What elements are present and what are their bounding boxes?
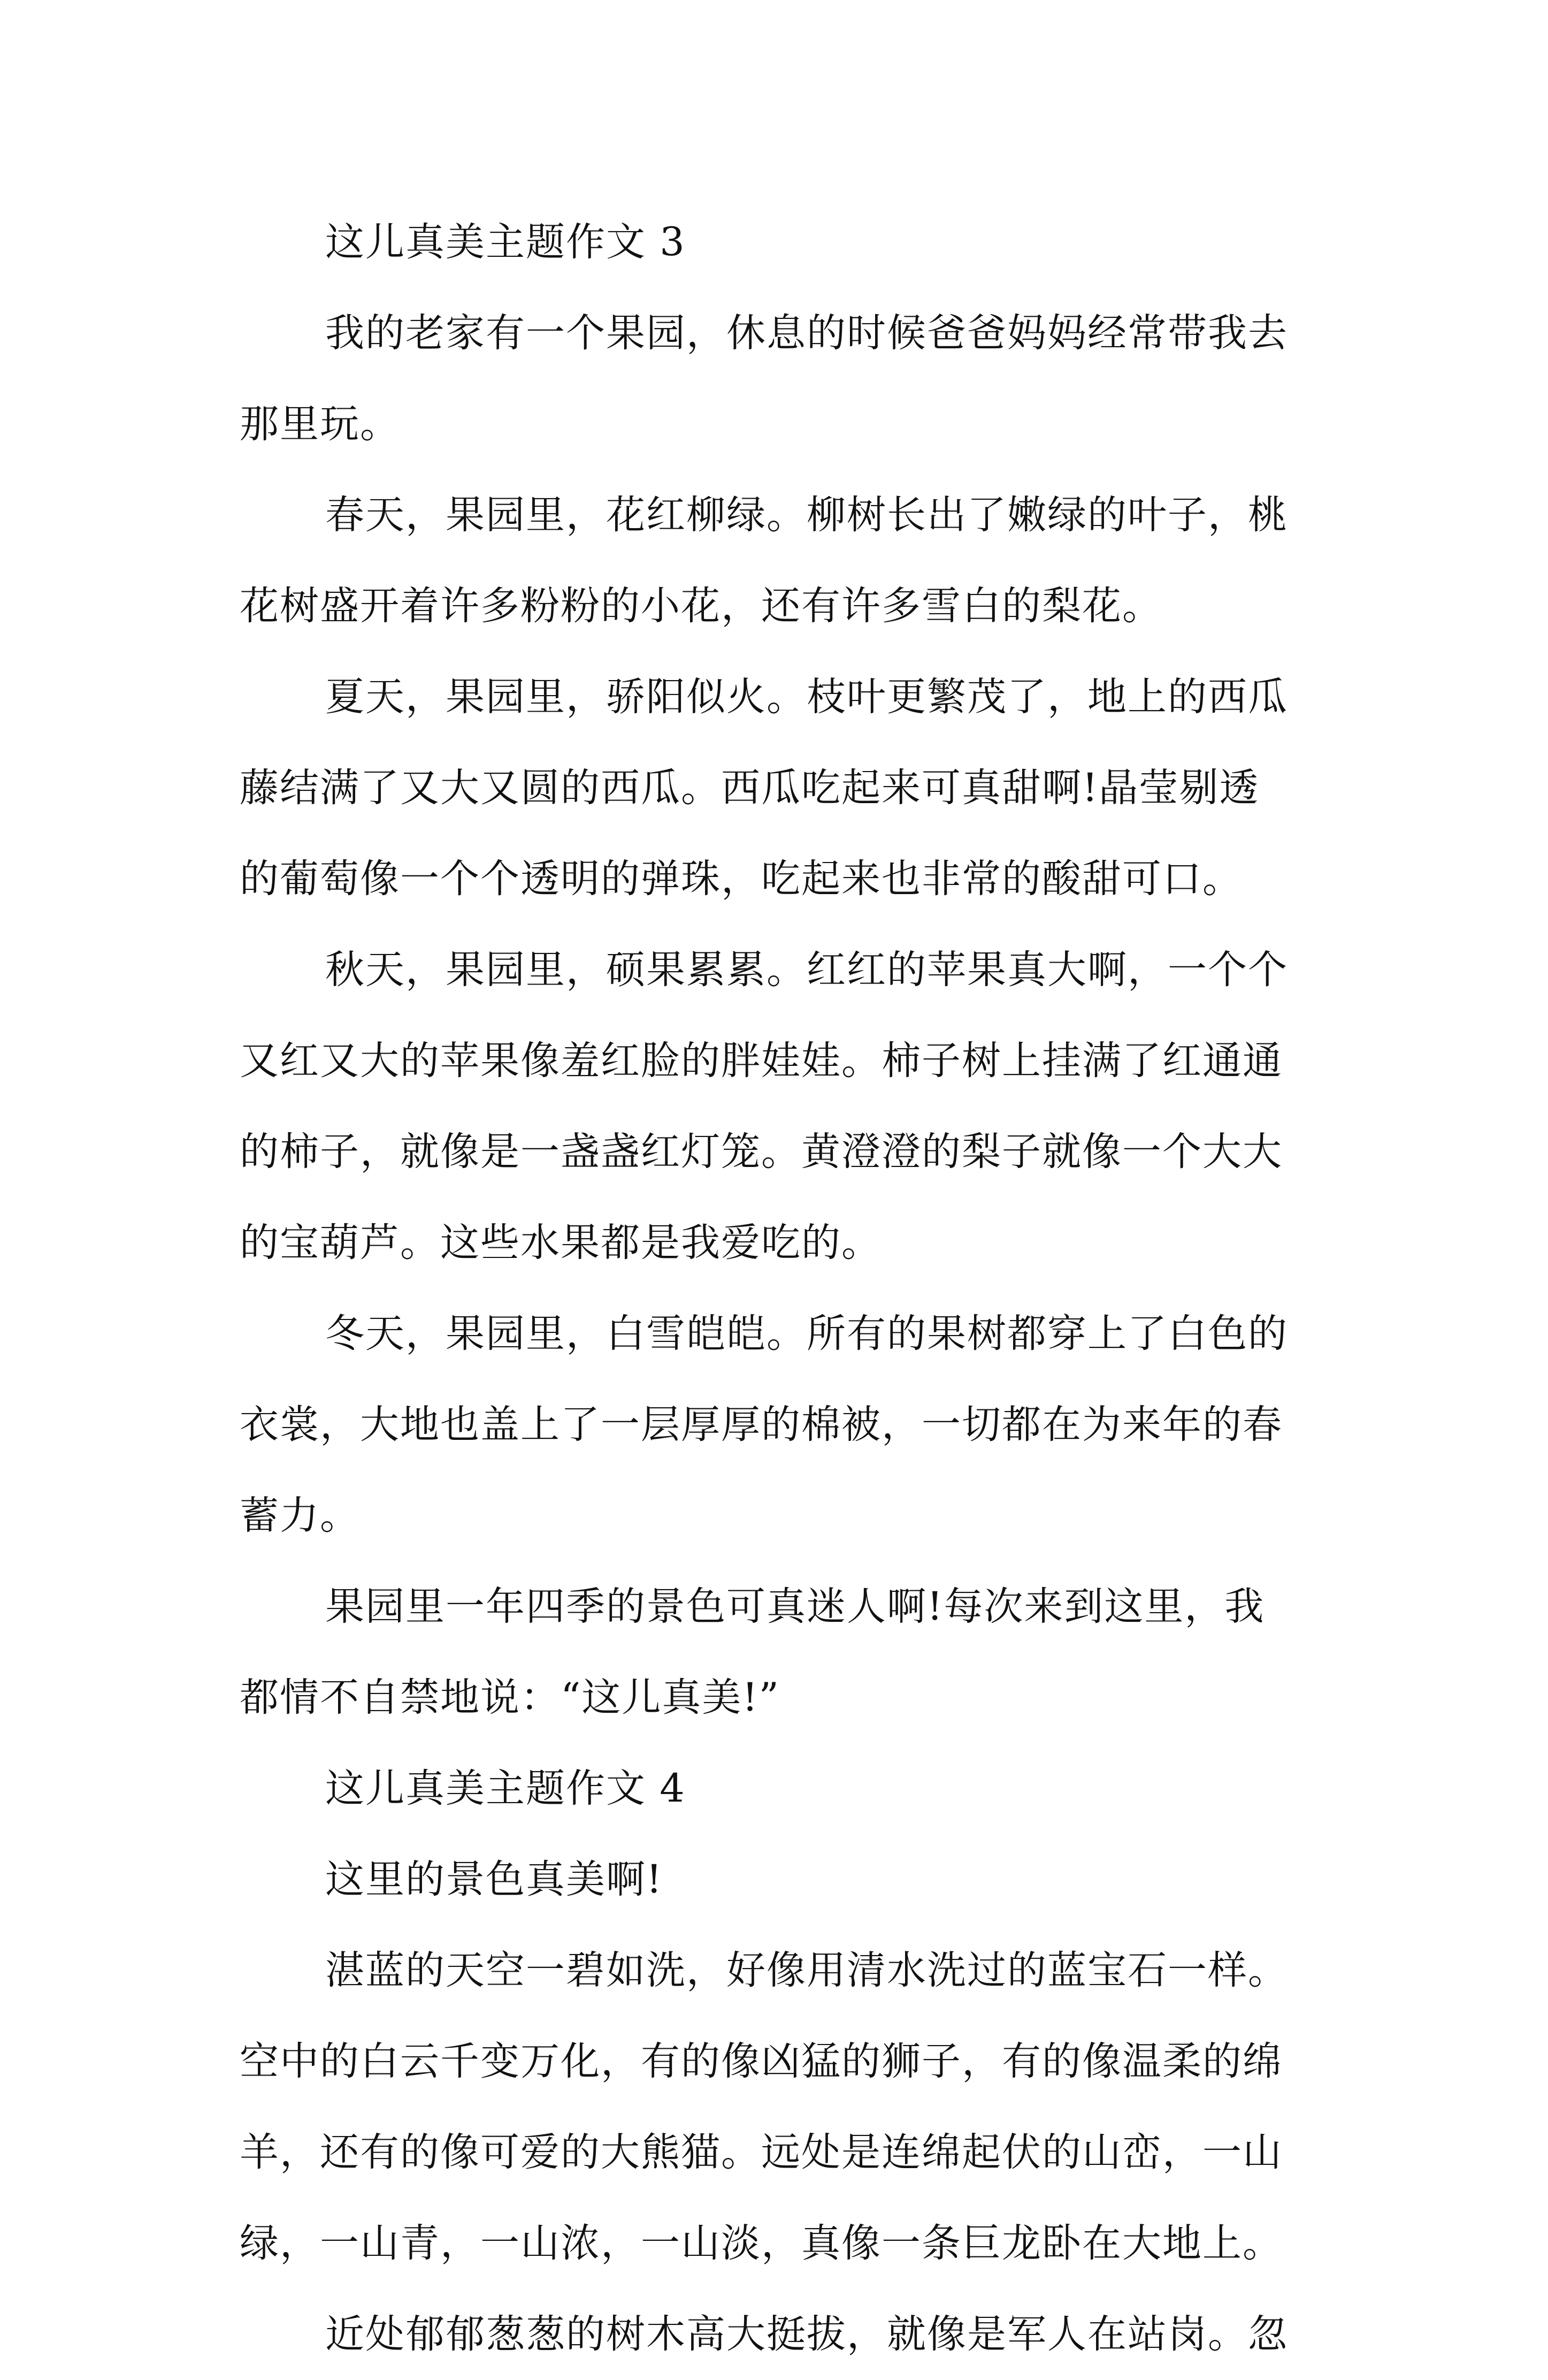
text-line: 这儿真美主题作文 3: [325, 219, 686, 265]
text-line: 都情不自禁地说：“这儿真美!”: [240, 1675, 780, 1720]
text-line: 湛蓝的天空一碧如洗，好像用清水洗过的蓝宝石一样。: [325, 1948, 1288, 1993]
text-line: 近处郁郁葱葱的树木高大挺拔，就像是军人在站岗。忽: [325, 2312, 1288, 2357]
text-line: 冬天，果园里，白雪皑皑。所有的果树都穿上了白色的: [325, 1311, 1288, 1356]
text-line: 秋天，果园里，硕果累累。红红的苹果真大啊，一个个: [325, 947, 1288, 993]
text-line: 果园里一年四季的景色可真迷人啊!每次来到这里，我: [325, 1584, 1265, 1629]
text-line: 羊，还有的像可爱的大熊猫。远处是连绵起伏的山峦，一山: [240, 2130, 1283, 2175]
text-line: 的柿子，就像是一盏盏红灯笼。黄澄澄的梨子就像一个大大: [240, 1129, 1283, 1174]
text-line: 绿，一山青，一山浓，一山淡，真像一条巨龙卧在大地上。: [240, 2221, 1283, 2266]
text-line: 衣裳，大地也盖上了一层厚厚的棉被，一切都在为来年的春: [240, 1402, 1283, 1447]
text-line: 的宝葫芦。这些水果都是我爱吃的。: [240, 1220, 882, 1265]
text-line: 这儿真美主题作文 4: [325, 1766, 686, 1811]
text-line: 花树盛开着许多粉粉的小花，还有许多雪白的梨花。: [240, 583, 1162, 629]
text-line: 我的老家有一个果园，休息的时候爸爸妈妈经常带我去: [325, 310, 1288, 356]
text-line: 夏天，果园里，骄阳似火。枝叶更繁茂了，地上的西瓜: [325, 674, 1288, 720]
text-line: 的葡萄像一个个透明的弹珠，吃起来也非常的酸甜可口。: [240, 856, 1243, 902]
text-line: 这里的景色真美啊!: [325, 1857, 663, 1902]
text-line: 又红又大的苹果像羞红脸的胖娃娃。柿子树上挂满了红通通: [240, 1038, 1283, 1084]
text-line: 蓄力。: [240, 1493, 360, 1538]
text-line: 那里玩。: [240, 401, 400, 447]
text-line: 空中的白云千变万化，有的像凶猛的狮子，有的像温柔的绵: [240, 2039, 1283, 2084]
document-body: [240, 197, 1333, 2380]
text-line: 春天，果园里，花红柳绿。柳树长出了嫩绿的叶子，桃: [325, 492, 1288, 538]
text-line: 藤结满了又大又圆的西瓜。西瓜吃起来可真甜啊!晶莹剔透: [240, 765, 1260, 811]
